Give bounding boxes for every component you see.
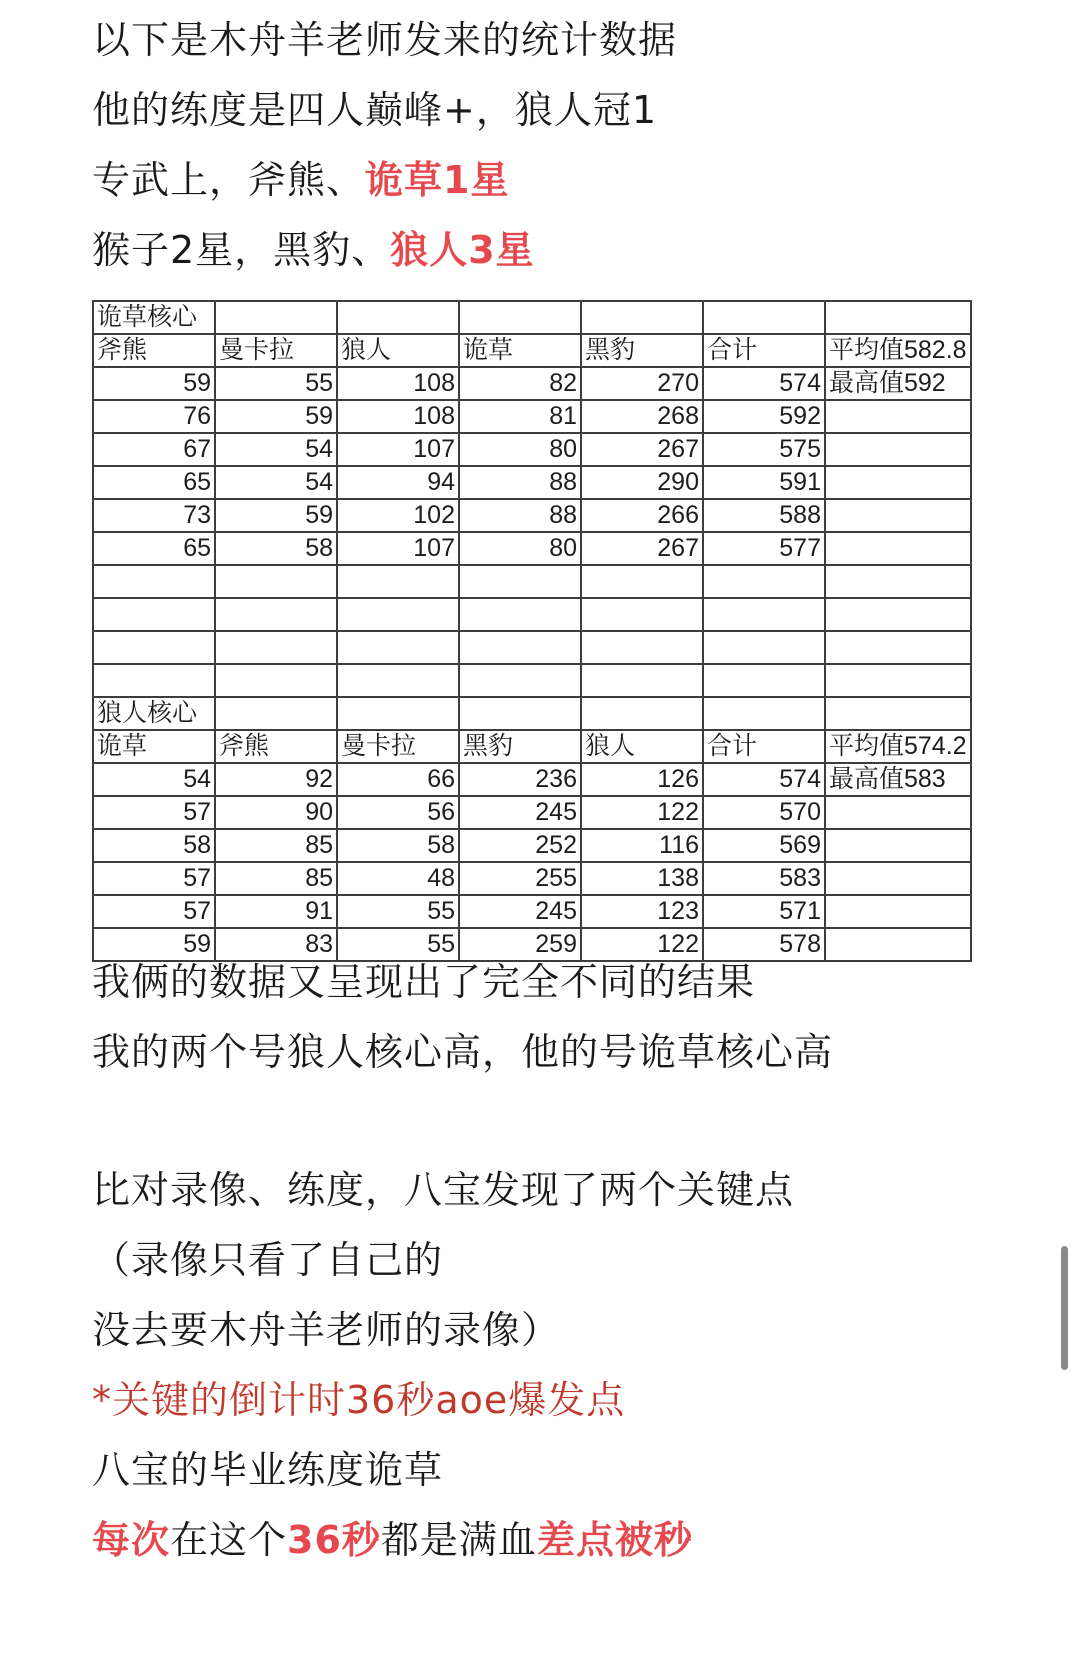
key-point-line: *关键的倒计时36秒aoe爆发点 (92, 1378, 626, 1422)
empty-cell (825, 565, 971, 598)
table1-title: 诡草核心 (93, 301, 215, 334)
table1-header-cell: 平均值582.8 (825, 334, 971, 367)
empty-row (93, 631, 971, 664)
table2-note-cell (825, 829, 971, 862)
table2-data-row (93, 829, 971, 862)
table-cell: 92 (215, 763, 337, 796)
table-cell: 574 (703, 367, 825, 400)
table-cell: 126 (581, 763, 703, 796)
table2-header-cell: 狼人 (581, 730, 703, 763)
table-cell: 122 (581, 928, 703, 961)
empty-cell (825, 631, 971, 664)
table1-header-cell: 斧熊 (93, 334, 215, 367)
table-cell: 570 (703, 796, 825, 829)
table-cell: 65 (93, 466, 215, 499)
table2-header-cell: 诡草 (93, 730, 215, 763)
body-line-7: 八宝的毕业练度诡草 (92, 1448, 444, 1492)
table1-header-cell: 黑豹 (581, 334, 703, 367)
table-cell: 138 (581, 862, 703, 895)
empty-cell (459, 301, 581, 334)
table-cell: 245 (459, 895, 581, 928)
table-cell: 569 (703, 829, 825, 862)
table-cell: 85 (215, 829, 337, 862)
highlight-almost-killed: 差点被秒 (536, 1518, 693, 1562)
empty-cell (459, 697, 581, 730)
table2-header-cell: 平均值574.2 (825, 730, 971, 763)
table-cell: 58 (337, 829, 459, 862)
empty-cell (215, 664, 337, 697)
table-cell: 91 (215, 895, 337, 928)
table-cell: 56 (337, 796, 459, 829)
spreadsheet-screenshot (92, 300, 972, 962)
table2-note-cell: 最高值583 (825, 763, 971, 796)
empty-row (93, 565, 971, 598)
empty-cell (337, 565, 459, 598)
table-cell: 55 (337, 895, 459, 928)
table1-note-cell (825, 466, 971, 499)
empty-cell (93, 565, 215, 598)
table-cell: 55 (215, 367, 337, 400)
empty-cell (703, 301, 825, 334)
table-cell: 80 (459, 532, 581, 565)
table-cell: 57 (93, 796, 215, 829)
empty-cell (825, 598, 971, 631)
table-cell: 88 (459, 499, 581, 532)
text-at-this: 在这个 (170, 1518, 288, 1562)
table2-note-cell (825, 928, 971, 961)
table-cell: 88 (459, 466, 581, 499)
body-line-1: 我俩的数据又呈现出了完全不同的结果 (92, 960, 756, 1004)
intro-line-2: 他的练度是四人巅峰+，狼人冠1 (92, 88, 658, 132)
empty-cell (459, 664, 581, 697)
intro-line-4 (92, 222, 535, 278)
table1-data-row (93, 466, 971, 499)
table-cell: 76 (93, 400, 215, 433)
table-cell: 59 (93, 928, 215, 961)
table2-header-cell: 斧熊 (215, 730, 337, 763)
table-cell: 48 (337, 862, 459, 895)
empty-cell (459, 565, 581, 598)
scrollbar-thumb[interactable] (1061, 1246, 1068, 1370)
empty-cell (459, 598, 581, 631)
table-cell: 102 (337, 499, 459, 532)
table-cell: 116 (581, 829, 703, 862)
text-full-hp: 都是满血 (380, 1518, 537, 1562)
empty-cell (215, 697, 337, 730)
table-cell: 57 (93, 895, 215, 928)
empty-cell (581, 697, 703, 730)
table-cell: 58 (93, 829, 215, 862)
table-cell: 107 (337, 532, 459, 565)
table2-header-cell: 曼卡拉 (337, 730, 459, 763)
intro-line-4-text: 猴子2星，黑豹、 (92, 228, 391, 272)
table1-note-cell (825, 433, 971, 466)
table2-data-row (93, 895, 971, 928)
table2-data-row (93, 862, 971, 895)
table-cell: 290 (581, 466, 703, 499)
intro-line-3-highlight: 诡草1星 (365, 158, 510, 202)
empty-cell (337, 598, 459, 631)
intro-line-1: 以下是木舟羊老师发来的统计数据 (92, 18, 678, 62)
table-cell: 82 (459, 367, 581, 400)
highlight-36s: 36秒 (287, 1518, 381, 1562)
body-line-2: 我的两个号狼人核心高，他的号诡草核心高 (92, 1030, 834, 1074)
table-cell: 59 (215, 400, 337, 433)
table-cell: 255 (459, 862, 581, 895)
table1-data-row (93, 433, 971, 466)
body-line-5: 没去要木舟羊老师的录像） (92, 1308, 561, 1352)
table-cell: 54 (215, 433, 337, 466)
empty-row (93, 598, 971, 631)
table-cell: 574 (703, 763, 825, 796)
table-cell: 259 (459, 928, 581, 961)
empty-cell (215, 598, 337, 631)
table1-header-cell: 曼卡拉 (215, 334, 337, 367)
empty-cell (93, 631, 215, 664)
table1-header-cell: 狼人 (337, 334, 459, 367)
table1-data-row (93, 400, 971, 433)
table-cell: 268 (581, 400, 703, 433)
empty-cell (825, 697, 971, 730)
table-cell: 59 (93, 367, 215, 400)
intro-line-3 (92, 152, 509, 208)
table-cell: 270 (581, 367, 703, 400)
table-cell: 575 (703, 433, 825, 466)
table-cell: 252 (459, 829, 581, 862)
table1-title-row (93, 301, 971, 334)
body-line-4: （录像只看了自己的 (92, 1238, 444, 1282)
table-cell: 83 (215, 928, 337, 961)
empty-cell (215, 631, 337, 664)
empty-cell (215, 565, 337, 598)
empty-cell (337, 301, 459, 334)
body-line-8 (92, 1512, 693, 1568)
table-cell: 107 (337, 433, 459, 466)
table1-data-row (93, 532, 971, 565)
table-cell: 245 (459, 796, 581, 829)
table-cell: 58 (215, 532, 337, 565)
table2-title: 狼人核心 (93, 697, 215, 730)
empty-cell (581, 301, 703, 334)
intro-line-3-text: 专武上，斧熊、 (92, 158, 366, 202)
table-cell: 578 (703, 928, 825, 961)
empty-cell (93, 598, 215, 631)
table-cell: 54 (215, 466, 337, 499)
table-cell: 236 (459, 763, 581, 796)
table1-header-row (93, 334, 971, 367)
empty-cell (703, 598, 825, 631)
table-cell: 588 (703, 499, 825, 532)
table-cell: 73 (93, 499, 215, 532)
table-cell: 90 (215, 796, 337, 829)
table-cell: 65 (93, 532, 215, 565)
empty-cell (703, 631, 825, 664)
table2-title-row (93, 697, 971, 730)
table-cell: 67 (93, 433, 215, 466)
table2-data-row (93, 763, 971, 796)
table1-data-row (93, 367, 971, 400)
table-cell: 85 (215, 862, 337, 895)
table-cell: 54 (93, 763, 215, 796)
empty-cell (581, 565, 703, 598)
table2-note-cell (825, 895, 971, 928)
empty-cell (215, 301, 337, 334)
empty-cell (337, 697, 459, 730)
table-cell: 80 (459, 433, 581, 466)
table-cell: 108 (337, 400, 459, 433)
table-cell: 123 (581, 895, 703, 928)
empty-cell (703, 565, 825, 598)
table-cell: 59 (215, 499, 337, 532)
table2-header-cell: 合计 (703, 730, 825, 763)
table2-header-row (93, 730, 971, 763)
empty-cell (337, 664, 459, 697)
table-cell: 591 (703, 466, 825, 499)
table-cell: 267 (581, 433, 703, 466)
table-cell: 122 (581, 796, 703, 829)
table1-header-cell: 合计 (703, 334, 825, 367)
table-cell: 266 (581, 499, 703, 532)
table-cell: 592 (703, 400, 825, 433)
table1-note-cell (825, 499, 971, 532)
table1-data-row (93, 499, 971, 532)
table2-data-row (93, 796, 971, 829)
table2-note-cell (825, 796, 971, 829)
table-cell: 94 (337, 466, 459, 499)
table2-note-cell (825, 862, 971, 895)
empty-cell (703, 664, 825, 697)
empty-cell (825, 301, 971, 334)
table-cell: 81 (459, 400, 581, 433)
highlight-every-time: 每次 (92, 1518, 171, 1562)
empty-cell (581, 598, 703, 631)
table-cell: 577 (703, 532, 825, 565)
table-cell: 66 (337, 763, 459, 796)
empty-cell (337, 631, 459, 664)
table1-header-cell: 诡草 (459, 334, 581, 367)
intro-line-4-highlight: 狼人3星 (390, 228, 535, 272)
table-cell: 108 (337, 367, 459, 400)
empty-cell (581, 631, 703, 664)
table-cell: 583 (703, 862, 825, 895)
table1-note-cell: 最高值592 (825, 367, 971, 400)
table1-note-cell (825, 400, 971, 433)
body-line-3: 比对录像、练度，八宝发现了两个关键点 (92, 1168, 795, 1212)
table-cell: 57 (93, 862, 215, 895)
empty-row (93, 664, 971, 697)
table1-note-cell (825, 532, 971, 565)
table-cell: 55 (337, 928, 459, 961)
empty-cell (459, 631, 581, 664)
empty-cell (581, 664, 703, 697)
empty-cell (825, 664, 971, 697)
table-cell: 267 (581, 532, 703, 565)
empty-cell (93, 664, 215, 697)
table-cell: 571 (703, 895, 825, 928)
table2-header-cell: 黑豹 (459, 730, 581, 763)
empty-cell (703, 697, 825, 730)
